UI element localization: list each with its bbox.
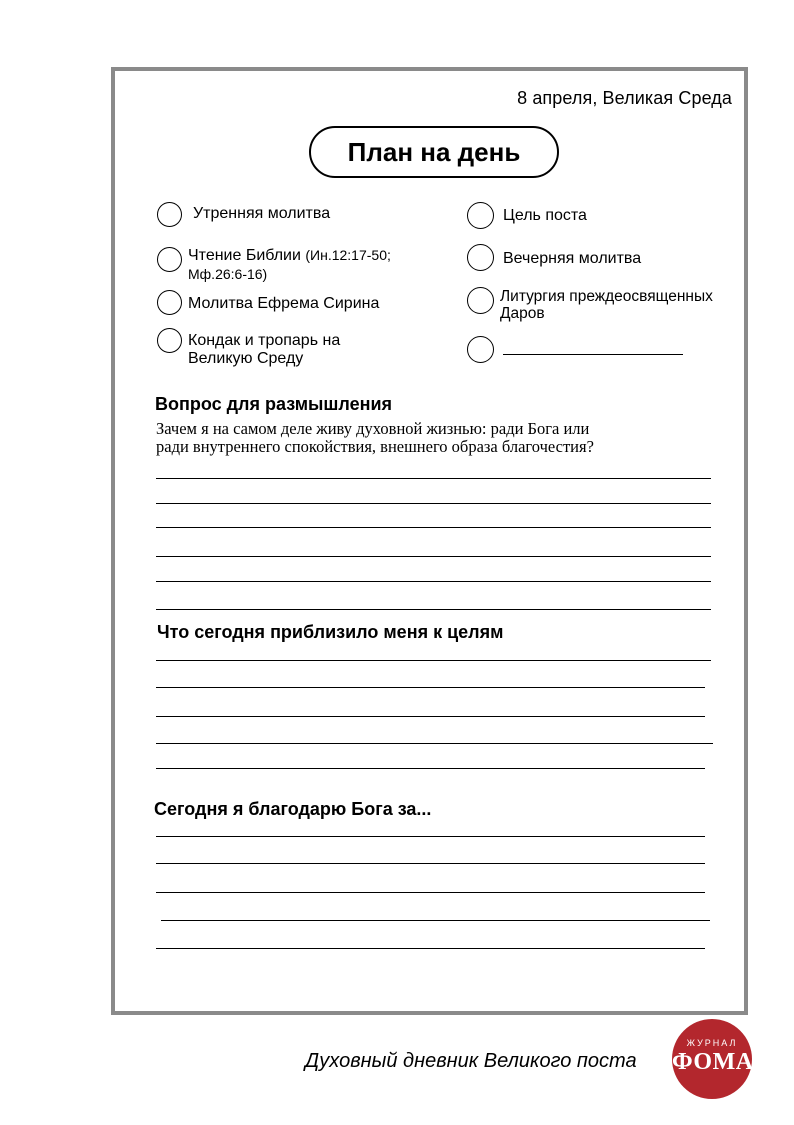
custom-task-write-line[interactable]	[503, 354, 683, 355]
write-line[interactable]	[156, 503, 711, 504]
date-heading: 8 апреля, Великая Среда	[517, 88, 732, 108]
task-checkbox[interactable]	[157, 290, 182, 315]
write-line[interactable]	[156, 743, 713, 744]
write-line[interactable]	[156, 660, 711, 661]
write-line[interactable]	[156, 609, 711, 610]
reflection-question-line2: ради внутреннего спокойствия, внешнего образа благочестия?	[156, 437, 594, 456]
reflection-question-line1: Зачем я на самом деле живу духовной жизнью: ради Бога или	[156, 419, 590, 438]
task-label: Утренняя молитва	[193, 205, 331, 222]
goals-title: Что сегодня приблизило меня к целям	[157, 622, 504, 642]
logo-big-text: ФОМА	[672, 1049, 754, 1075]
write-line[interactable]	[156, 527, 711, 528]
task-bible-reading[interactable]	[157, 246, 391, 284]
task-label-ref: (Ин.12:17-50;	[305, 247, 391, 263]
write-line[interactable]	[156, 478, 711, 479]
task-kondak-troparion[interactable]	[157, 328, 340, 368]
task-checkbox[interactable]	[157, 247, 182, 272]
write-line[interactable]	[156, 892, 705, 893]
task-checkbox[interactable]	[157, 202, 182, 227]
task-label: Вечерняя молитва	[503, 250, 642, 267]
write-line[interactable]	[156, 581, 711, 582]
task-checkbox[interactable]	[157, 328, 182, 353]
task-ephrem-prayer[interactable]	[157, 290, 379, 315]
task-label	[500, 288, 713, 322]
write-line[interactable]	[156, 716, 705, 717]
write-line[interactable]	[161, 920, 710, 921]
write-line[interactable]	[156, 687, 705, 688]
plan-title	[309, 126, 559, 178]
write-line[interactable]	[156, 556, 711, 557]
task-checkbox[interactable]	[467, 287, 494, 314]
task-evening-prayer[interactable]	[467, 244, 641, 271]
task-label	[188, 332, 340, 368]
task-custom[interactable]	[467, 336, 494, 363]
task-label-ref-line2: Мф.26:6-16)	[188, 266, 268, 282]
task-fasting-goal[interactable]	[467, 202, 587, 229]
write-line[interactable]	[156, 863, 705, 864]
reflection-title: Вопрос для размышления	[155, 394, 393, 414]
task-morning-prayer[interactable]	[157, 202, 330, 227]
task-label: Цель поста	[503, 207, 587, 224]
task-liturgy[interactable]	[467, 287, 713, 322]
write-line[interactable]	[156, 836, 705, 837]
task-checkbox[interactable]	[467, 336, 494, 363]
logo-small-text: ЖУРНАЛ	[686, 1038, 738, 1048]
task-label: Молитва Ефрема Сирина	[188, 295, 380, 312]
task-label-line2: Даров	[500, 305, 545, 322]
reflection-question	[156, 420, 716, 456]
task-label-line1: Кондак и тропарь на	[188, 332, 341, 349]
gratitude-title: Сегодня я благодарю Бога за...	[154, 799, 432, 819]
task-label-main: Чтение Библии	[188, 247, 306, 264]
write-line[interactable]	[156, 768, 705, 769]
task-label-line2: Великую Среду	[188, 350, 304, 367]
task-checkbox[interactable]	[467, 244, 494, 271]
foma-magazine-logo	[672, 1019, 752, 1099]
write-line[interactable]	[156, 948, 705, 949]
task-checkbox[interactable]	[467, 202, 494, 229]
task-label-line1: Литургия преждеосвященных	[500, 288, 713, 305]
footer-title: Духовный дневник Великого поста	[305, 1050, 637, 1072]
task-label	[188, 246, 391, 284]
plan-title-label: План на день	[347, 136, 521, 167]
